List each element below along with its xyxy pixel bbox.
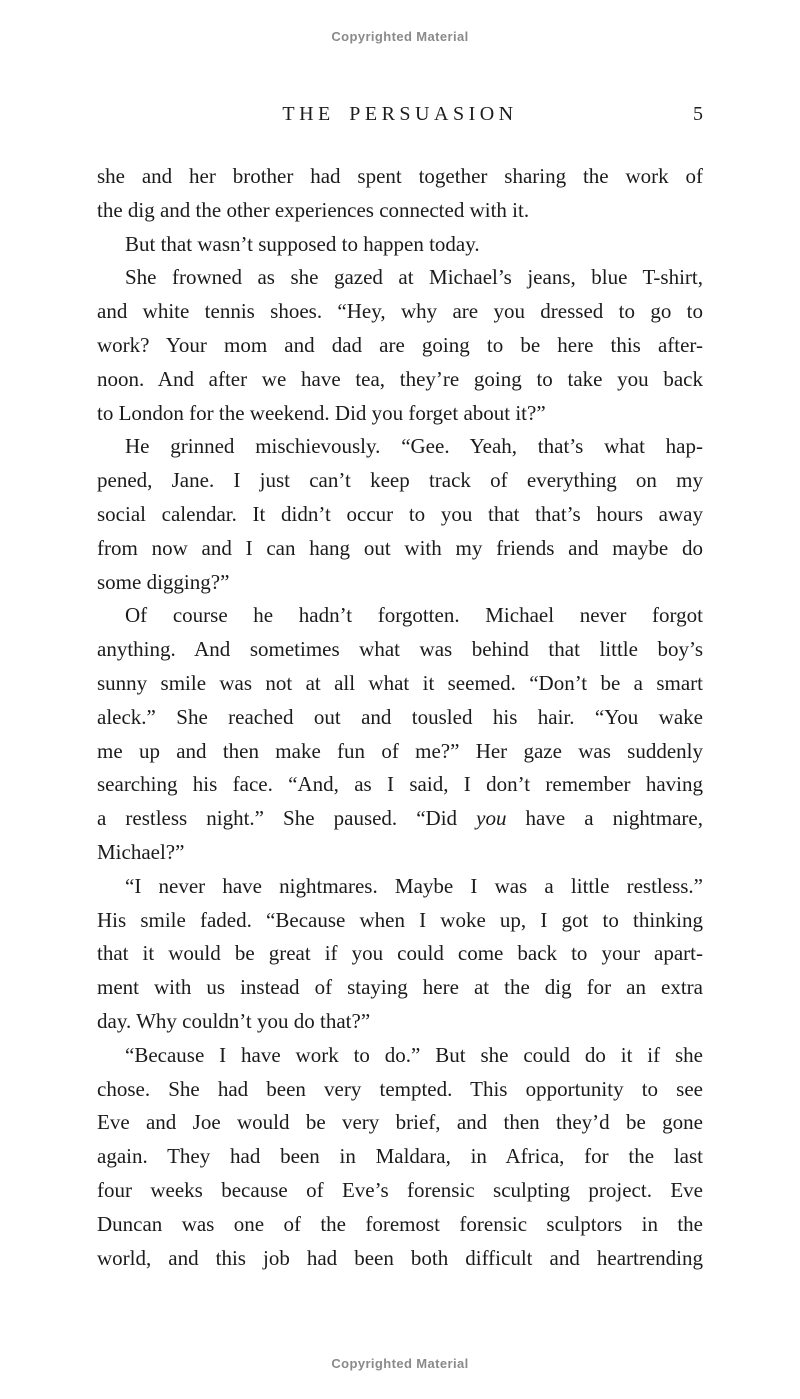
text-line: anything. And sometimes what was behind that little boy’s xyxy=(97,637,703,662)
text-line: that it would be great if you could come back to your apart- xyxy=(97,941,703,966)
text-line: Of course he hadn’t forgotten. Michael never forgot xyxy=(125,603,703,628)
text-line: Michael?” xyxy=(97,839,185,864)
text-line: pened, Jane. I just can’t keep track of everything on my xyxy=(97,468,703,493)
text-segment: a restless night.” She paused. “Did xyxy=(97,806,477,831)
text-line: work? Your mom and dad are going to be here this after- xyxy=(97,332,703,357)
text-line: chose. She had been very tempted. This opportunity to see xyxy=(97,1076,703,1101)
copyright-notice-bottom: Copyrighted Material xyxy=(331,1356,469,1371)
text-segment: have a nightmare, xyxy=(506,806,703,831)
text-line: day. Why couldn’t you do that?” xyxy=(97,1008,371,1033)
text-line: “I never have nightmares. Maybe I was a little restless.” xyxy=(125,873,703,898)
page-header xyxy=(97,103,703,126)
text-line: Duncan was one of the foremost forensic sculptors in the xyxy=(97,1211,703,1236)
text-line: she and her brother had spent together sharing the work of xyxy=(97,164,703,188)
page-number: 5 xyxy=(693,103,703,125)
text-line: aleck.” She reached out and tousled his hair. “You wake xyxy=(97,704,703,729)
running-title: THE PERSUASION xyxy=(282,103,518,125)
italic-word: you xyxy=(476,806,507,831)
text-line: and white tennis shoes. “Hey, why are you dressed to go to xyxy=(97,299,703,324)
text-line: His smile faded. “Because when I woke up, I got to thinking xyxy=(97,907,703,932)
text-line: some digging?” xyxy=(97,569,230,594)
text-line: She frowned as she gazed at Michael’s jeans, blue T-shirt, xyxy=(125,265,703,290)
text-line: ment with us instead of staying here at the dig for an extra xyxy=(97,975,703,1000)
text-line: to London for the weekend. Did you forget about it?” xyxy=(97,400,546,425)
text-line: the dig and the other experiences connected with it. xyxy=(97,197,530,222)
text-line: But that wasn’t supposed to happen today. xyxy=(125,231,480,256)
text-line: me up and then make fun of me?” Her gaze was suddenly xyxy=(97,738,703,763)
text-line: “Because I have work to do.” But she could do it if she xyxy=(125,1042,703,1067)
text-line: Eve and Joe would be very brief, and then they’d be gone xyxy=(97,1110,703,1135)
text-line xyxy=(97,802,703,836)
text-line: noon. And after we have tea, they’re going to take you back xyxy=(97,366,703,391)
copyright-notice-top: Copyrighted Material xyxy=(331,29,469,44)
text-line: sunny smile was not at all what it seemed. “Don’t be a smart xyxy=(97,670,703,695)
text-line: He grinned mischievously. “Gee. Yeah, that’s what hap- xyxy=(125,434,703,459)
text-line: world, and this job had been both difficult and heartrending xyxy=(97,1245,703,1270)
text-line: from now and I can hang out with my friends and maybe do xyxy=(97,535,703,560)
text-line: again. They had been in Maldara, in Africa, for the last xyxy=(97,1144,703,1169)
text-line: four weeks because of Eve’s forensic sculpting project. Eve xyxy=(97,1177,703,1202)
body-text xyxy=(97,160,703,1275)
text-line: searching his face. “And, as I said, I don’t remember having xyxy=(97,772,703,797)
text-line: social calendar. It didn’t occur to you that that’s hours away xyxy=(97,501,703,526)
